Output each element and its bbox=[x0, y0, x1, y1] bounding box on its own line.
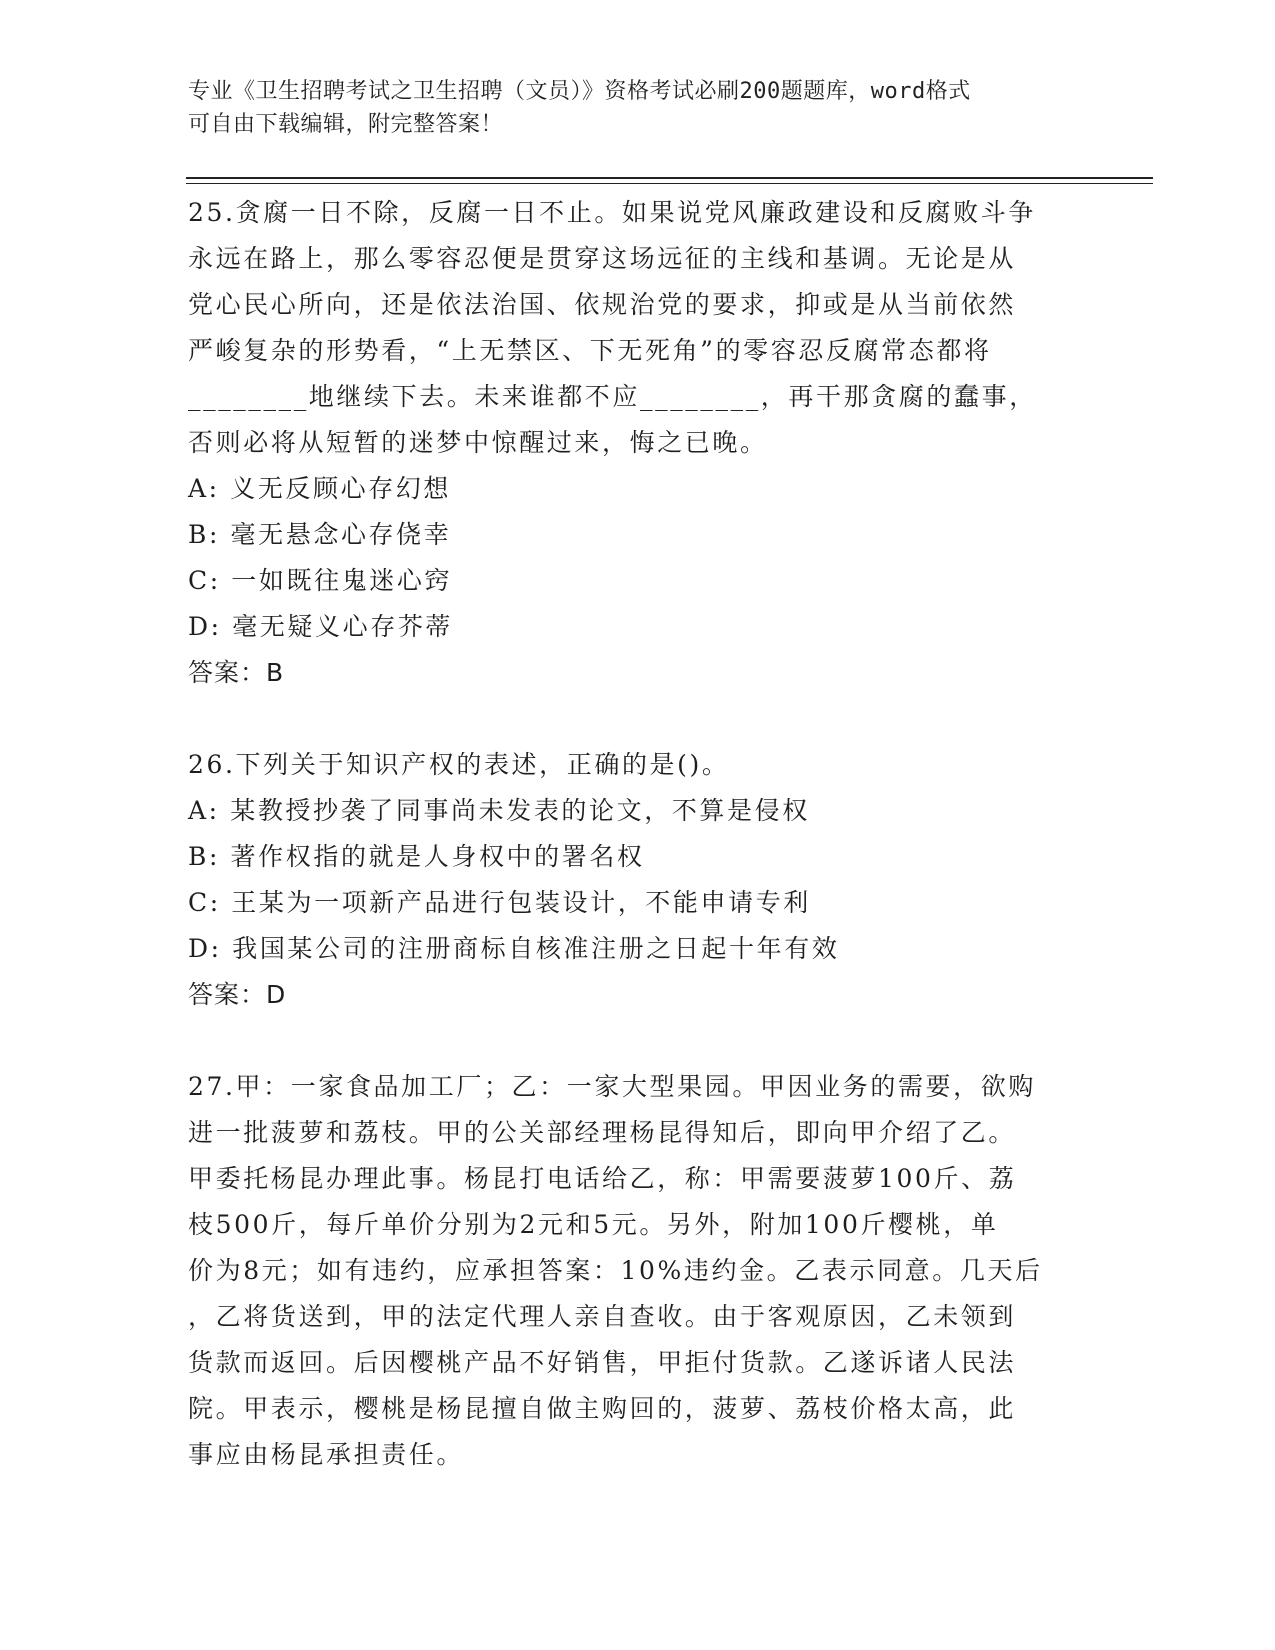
question-stem-line: 严峻复杂的形势看，“上无禁区、下无死角”的零容忍反腐常态都将 bbox=[188, 336, 992, 365]
question-stem-line: 甲委托杨昆办理此事。杨昆打电话给乙，称：甲需要菠萝100斤、荔 bbox=[188, 1164, 1017, 1193]
document-header bbox=[188, 75, 1068, 141]
question-stem-line: 货款而返回。后因樱桃产品不好销售，甲拒付货款。乙遂诉诸人民法 bbox=[188, 1348, 1017, 1377]
option-a: A: 义无反顾心存幻想 bbox=[188, 474, 452, 503]
question-stem-line: 党心民心所向，还是依法治国、依规治党的要求，抑或是从当前依然 bbox=[188, 290, 1017, 319]
question-stem-line: 进一批菠萝和荔枝。甲的公关部经理杨昆得知后，即向甲介绍了乙。 bbox=[188, 1118, 1017, 1147]
question-spacer bbox=[188, 1018, 1088, 1064]
header-title-line-1: 专业《卫生招聘考试之卫生招聘（文员）》资格考试必刷200题题库，word格式 bbox=[188, 79, 971, 104]
question-stem-line: 否则必将从短暂的迷梦中惊醒过来，悔之已晚。 bbox=[188, 428, 768, 457]
answer-label: 答案：D bbox=[188, 980, 287, 1009]
question-stem-line: 25.贪腐一日不除，反腐一日不止。如果说党风廉政建设和反腐败斗争 bbox=[188, 198, 1036, 227]
question-spacer bbox=[188, 696, 1088, 742]
option-b: B: 毫无悬念心存侥幸 bbox=[188, 520, 452, 549]
option-b: B: 著作权指的就是人身权中的署名权 bbox=[188, 842, 645, 871]
question-stem-line: ________地继续下去。未来谁都不应________，再干那贪腐的蠢事， bbox=[188, 382, 1037, 411]
question-25 bbox=[188, 190, 1088, 696]
header-title-line-2: 可自由下载编辑，附完整答案！ bbox=[188, 112, 504, 137]
question-stem-line: 永远在路上，那么零容忍便是贯穿这场远征的主线和基调。无论是从 bbox=[188, 244, 1017, 273]
question-26 bbox=[188, 742, 1088, 1018]
question-stem-line: 事应由杨昆承担责任。 bbox=[188, 1440, 465, 1469]
question-stem-line: ，乙将货送到，甲的法定代理人亲自查收。由于客观原因，乙未领到 bbox=[188, 1302, 1017, 1331]
option-c: C: 一如既往鬼迷心窍 bbox=[188, 566, 453, 595]
question-stem-line: 院。甲表示，樱桃是杨昆擅自做主购回的，菠萝、荔枝价格太高，此 bbox=[188, 1394, 1017, 1423]
option-a: A: 某教授抄袭了同事尚未发表的论文，不算是侵权 bbox=[188, 796, 810, 825]
question-stem-line: 枝500斤，每斤单价分别为2元和5元。另外，附加100斤樱桃，单 bbox=[188, 1210, 999, 1239]
question-27 bbox=[188, 1064, 1088, 1478]
option-d: D: 我国某公司的注册商标自核准注册之日起十年有效 bbox=[188, 934, 840, 963]
question-list bbox=[188, 190, 1088, 1478]
header-divider-thin bbox=[186, 183, 1153, 184]
question-stem-line: 27.甲：一家食品加工厂；乙：一家大型果园。甲因业务的需要，欲购 bbox=[188, 1072, 1036, 1101]
question-stem-line: 26.下列关于知识产权的表述，正确的是()。 bbox=[188, 750, 730, 779]
header-divider-thick bbox=[186, 177, 1153, 179]
option-d: D: 毫无疑义心存芥蒂 bbox=[188, 612, 454, 641]
answer-label: 答案：B bbox=[188, 658, 285, 687]
question-stem-line: 价为8元；如有违约，应承担答案：10%违约金。乙表示同意。几天后 bbox=[188, 1256, 1043, 1285]
option-c: C: 王某为一项新产品进行包装设计，不能申请专利 bbox=[188, 888, 811, 917]
